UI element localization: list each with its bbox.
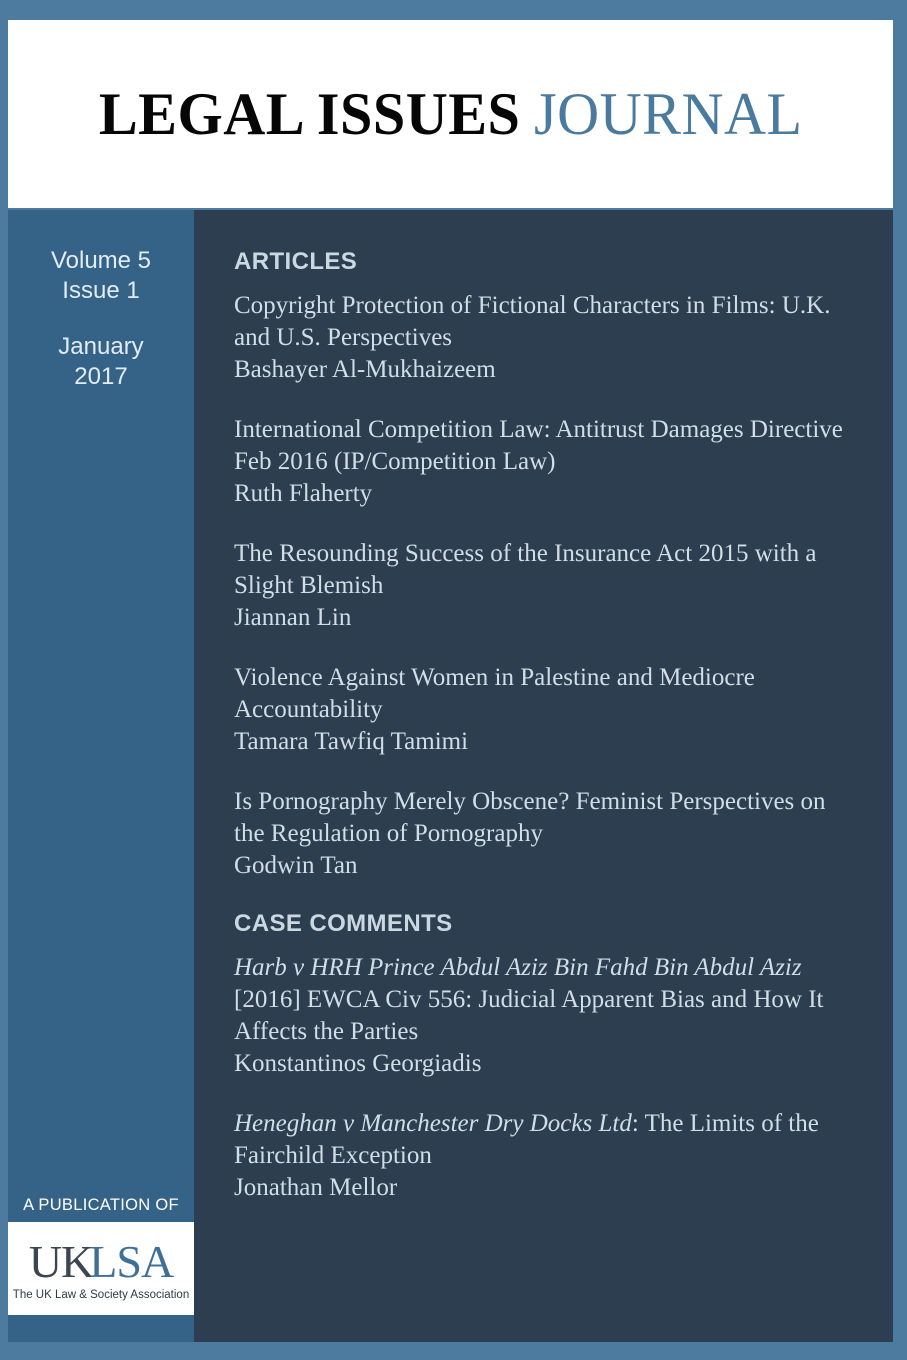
case-name: Harb v HRH Prince Abdul Aziz Bin Fahd Bin Abdul Aziz <box>234 954 802 981</box>
issue-label: Issue 1 <box>62 277 140 304</box>
list-item <box>234 952 859 1080</box>
case-comment-title <box>234 952 859 1048</box>
section-heading-case-comments: CASE COMMENTS <box>234 910 453 937</box>
list-item <box>234 414 859 510</box>
list-item <box>234 538 859 634</box>
article-title: Is Pornography Merely Obscene? Feminist Perspectives on the Regulation of Pornography <box>234 788 826 847</box>
article-author: Bashayer Al-Mukhaizeem <box>234 356 496 383</box>
ukisa-logo <box>8 1222 194 1315</box>
logo-tagline: The UK Law & Society Association <box>12 1288 190 1301</box>
article-author: Jiannan Lin <box>234 604 352 631</box>
masthead-banner <box>8 20 893 208</box>
case-name: Heneghan v Manchester Dry Docks Ltd <box>234 1110 632 1137</box>
logo-wordmark <box>29 1236 173 1288</box>
case-comment-author: Konstantinos Georgiadis <box>234 1050 482 1077</box>
case-comment-title <box>234 1108 859 1172</box>
list-item <box>234 786 859 882</box>
logo-lsa-text: LSA <box>89 1235 174 1287</box>
contents-panel <box>194 210 893 1342</box>
list-item <box>234 662 859 758</box>
section-heading-articles: ARTICLES <box>234 248 358 275</box>
article-title: Copyright Protection of Fictional Characters in Films: U.K. and U.S. Perspectives <box>234 292 831 351</box>
list-item <box>234 290 859 386</box>
journal-title-secondary: JOURNAL <box>533 81 803 147</box>
article-author: Tamara Tawfiq Tamimi <box>234 728 469 755</box>
cover-sidebar <box>8 210 194 1342</box>
issue-info <box>8 246 194 392</box>
publication-of-label: A PUBLICATION OF <box>23 1196 179 1214</box>
list-item <box>234 1108 859 1204</box>
logo-uk-text: UK <box>28 1235 94 1287</box>
year-label: 2017 <box>74 363 128 390</box>
article-author: Godwin Tan <box>234 852 358 879</box>
journal-title-primary: LEGAL ISSUES <box>98 81 521 147</box>
case-comment-author: Jonathan Mellor <box>234 1174 398 1201</box>
publisher-block <box>8 1196 194 1315</box>
month-label: January <box>58 333 144 360</box>
issue-spacer <box>8 306 194 332</box>
article-title: The Resounding Success of the Insurance Act 2015 with a Slight Blemish <box>234 540 817 599</box>
case-citation: [2016] EWCA Civ 556: Judicial Apparent Bias and How It Affects the Parties <box>234 986 824 1045</box>
article-title: Violence Against Women in Palestine and Mediocre Accountability <box>234 664 755 723</box>
case-citation: : The Limits of the Fairchild Exception <box>234 1110 819 1169</box>
article-author: Ruth Flaherty <box>234 480 373 507</box>
journal-title <box>98 81 803 147</box>
volume-label: Volume 5 <box>50 247 152 274</box>
article-title: International Competition Law: Antitrust Damages Directive Feb 2016 (IP/Competition Law) <box>234 416 843 475</box>
